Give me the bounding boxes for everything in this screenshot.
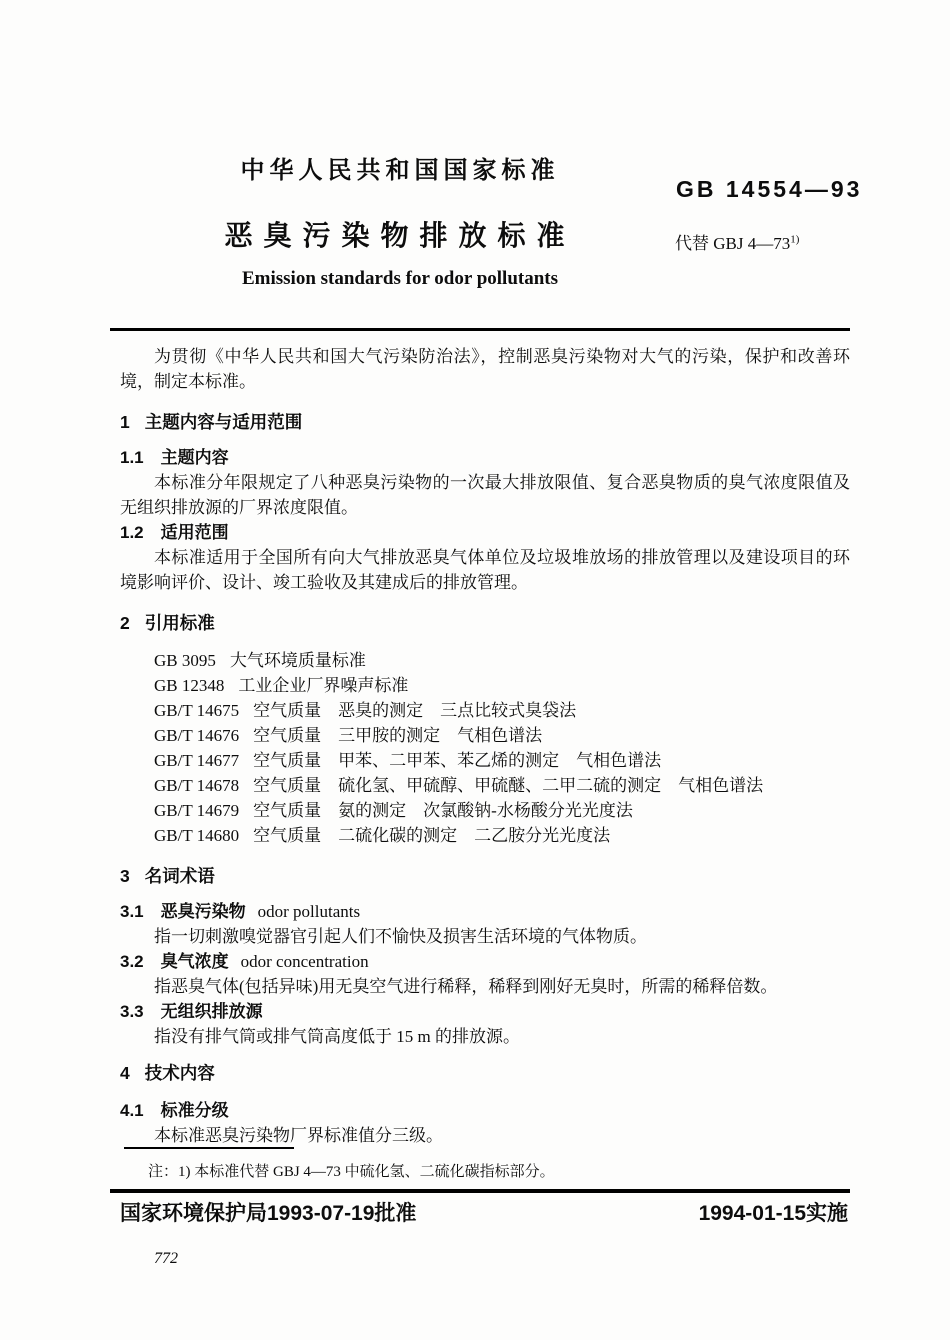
footnote-text: 注：1) 本标准代替 GBJ 4—73 中硫化氢、二硫化碳指标部分。 — [148, 1164, 555, 1180]
standard-authority-label: 中华人民共和国国家标准 — [240, 157, 560, 184]
header-divider-rule — [110, 328, 850, 331]
section-title: 名词术语 — [144, 866, 215, 886]
term-3-3-definition: 指没有排气筒或排气筒高度低于 15 m 的排放源。 — [154, 1027, 520, 1046]
section-4-1-heading — [120, 1098, 850, 1123]
section-number: 1 — [120, 412, 130, 432]
standard-ref-code: GB/T 14680 — [154, 826, 240, 845]
term-3-1-definition: 指一切刺激嗅觉器官引起人们不愉快及损害生活环境的气体物质。 — [154, 927, 647, 946]
section-number: 4.1 — [120, 1101, 144, 1120]
section-1-1-heading — [120, 445, 850, 470]
referenced-standard-item — [154, 748, 850, 773]
standard-ref-code: GB/T 14677 — [154, 751, 240, 770]
section-number: 1.1 — [120, 448, 144, 467]
section-title: 标准分级 — [160, 1101, 229, 1120]
standard-ref-code: GB/T 14675 — [154, 701, 240, 720]
standard-code: GB 14554—93 — [676, 176, 863, 202]
section-2-heading — [120, 611, 850, 636]
section-title: 引用标准 — [144, 613, 215, 633]
implementation-statement: 1994-01-15实施 — [698, 1202, 848, 1225]
standard-title-cn: 恶臭污染物排放标准 — [224, 220, 576, 251]
footer-divider-rule — [110, 1189, 850, 1193]
section-3-heading — [120, 864, 850, 889]
section-title: 主题内容 — [160, 448, 229, 467]
document-body — [120, 344, 850, 1148]
referenced-standard-item — [154, 673, 850, 698]
standard-ref-title: 空气质量 硫化氢、甲硫醇、甲硫醚、二甲二硫的测定 气相色谱法 — [253, 776, 764, 795]
section-title: 技术内容 — [144, 1063, 215, 1083]
section-number: 3.3 — [120, 1002, 144, 1021]
standard-ref-title: 空气质量 甲苯、二甲苯、苯乙烯的测定 气相色谱法 — [253, 751, 662, 770]
section-number: 3.1 — [120, 902, 144, 921]
preamble-paragraph: 为贯彻《中华人民共和国大气污染防治法》，控制恶臭污染物对大气的污染，保护和改善环境，制定本标准。 — [120, 347, 850, 391]
section-number: 2 — [120, 613, 130, 633]
section-number: 4 — [120, 1063, 130, 1083]
section-number: 3.2 — [120, 952, 144, 971]
standard-ref-title: 空气质量 氨的测定 次氯酸钠-水杨酸分光光度法 — [253, 801, 633, 820]
replaces-note — [675, 229, 799, 254]
standard-ref-code: GB/T 14676 — [154, 726, 240, 745]
standard-ref-code: GB 12348 — [154, 676, 225, 695]
term-en: odor concentration — [240, 952, 369, 971]
standard-ref-title: 空气质量 二硫化碳的测定 二乙胺分光光度法 — [253, 826, 611, 845]
term-3-3-heading — [120, 999, 850, 1024]
term-3-2-heading — [120, 949, 850, 974]
section-4-1-paragraph: 本标准恶臭污染物厂界标准值分三级。 — [154, 1126, 443, 1145]
standard-title-en: Emission standards for odor pollutants — [241, 268, 559, 289]
page-number: 772 — [154, 1250, 178, 1267]
standard-ref-code: GB/T 14679 — [154, 801, 240, 820]
term-en: odor pollutants — [257, 902, 361, 921]
standard-ref-code: GB 3095 — [154, 651, 216, 670]
referenced-standard-item — [154, 798, 850, 823]
replaces-text: 代替 GBJ 4—73 — [675, 234, 791, 253]
term-cn: 恶臭污染物 — [160, 902, 246, 921]
section-1-1-paragraph: 本标准分年限规定了八种恶臭污染物的一次最大排放限值、复合恶臭物质的臭气浓度限值及无组织排放源的厂界浓度限值。 — [120, 473, 850, 517]
replaces-footnote-ref: 1) — [790, 233, 800, 246]
section-1-heading — [120, 410, 850, 435]
standard-ref-title: 大气环境质量标准 — [229, 651, 366, 670]
term-cn: 无组织排放源 — [160, 1002, 263, 1021]
term-3-1-heading — [120, 899, 850, 924]
referenced-standard-item — [154, 648, 850, 673]
standard-ref-title: 工业企业厂界噪声标准 — [238, 676, 409, 695]
approval-statement: 国家环境保护局1993-07-19批准 — [120, 1202, 417, 1225]
referenced-standard-item — [154, 698, 850, 723]
section-1-2-paragraph: 本标准适用于全国所有向大气排放恶臭气体单位及垃圾堆放场的排放管理以及建设项目的环境影响评价、设计、竣工验收及其建成后的排放管理。 — [120, 548, 850, 592]
section-title: 主题内容与适用范围 — [144, 412, 303, 432]
standard-ref-title: 空气质量 恶臭的测定 三点比较式臭袋法 — [253, 701, 577, 720]
standard-ref-title: 空气质量 三甲胺的测定 气相色谱法 — [253, 726, 543, 745]
term-cn: 臭气浓度 — [160, 952, 229, 971]
section-number: 1.2 — [120, 523, 144, 542]
footer-row — [120, 1197, 848, 1227]
section-number: 3 — [120, 866, 130, 886]
footnote-divider-rule — [124, 1147, 294, 1149]
term-3-2-definition: 指恶臭气体(包括异味)用无臭空气进行稀释，稀释到刚好无臭时，所需的稀释倍数。 — [154, 977, 778, 996]
referenced-standards-list — [154, 648, 850, 848]
section-title: 适用范围 — [160, 523, 229, 542]
referenced-standard-item — [154, 723, 850, 748]
standard-ref-code: GB/T 14678 — [154, 776, 240, 795]
referenced-standard-item — [154, 823, 850, 848]
section-1-2-heading — [120, 520, 850, 545]
referenced-standard-item — [154, 773, 850, 798]
section-4-heading — [120, 1061, 850, 1086]
